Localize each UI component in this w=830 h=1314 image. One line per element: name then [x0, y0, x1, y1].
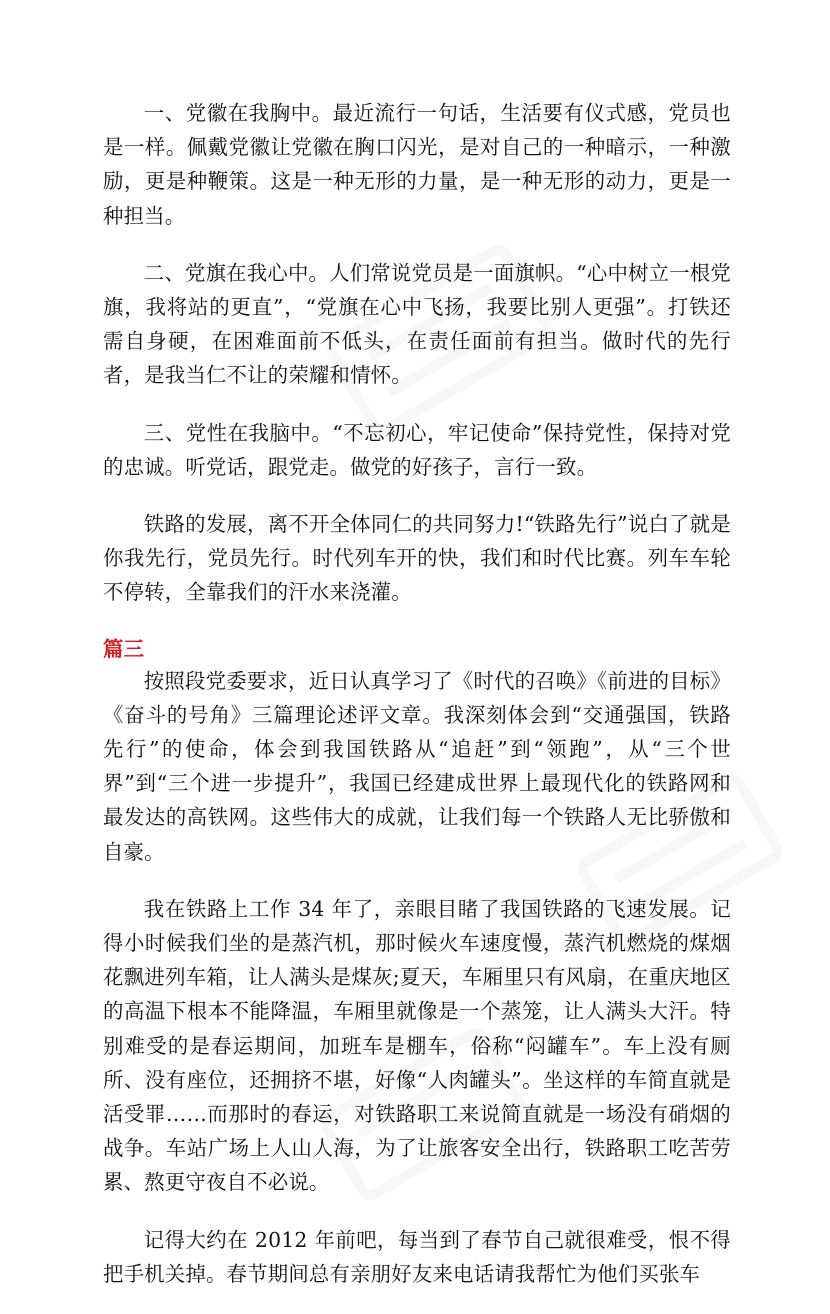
paragraph: 按照段党委要求，近日认真学习了《时代的召唤》《前进的目标》《奋斗的号角》三篇理论述评文章。我深刻体会到“交通强国，铁路先行”的使命，体会到我国铁路从“追赶”到“领跑”，从“三个世界”到“三个进一步提升”，我国已经建成世界上最现代化的铁路网和最发达的高铁网。这些伟大的成就，让我们每一个铁路人无比骄傲和自豪。 [103, 668, 731, 864]
paragraph: 二、党旗在我心中。人们常说党员是一面旗帜。“心中树立一根党旗，我将站的更直”，“党旗在心中飞扬，我要比别人更强”。打铁还需自身硬，在困难面前不低头，在责任面前有担当。做时代的先行者，是我当仁不让的荣耀和情怀。 [103, 260, 731, 388]
paragraph: 记得大约在 2012 年前吧，每当到了春节自己就很难受，恨不得把手机关掉。春节期间总有亲朋好友来电话请我帮忙为他们买张车 [103, 1227, 731, 1286]
section-heading: 篇三 [103, 636, 145, 661]
paragraph: 铁路的发展，离不开全体同仁的共同努力!“铁路先行”说白了就是你我先行，党员先行。时代列车开的快，我们和时代比赛。列车车轮不停转，全靠我们的汗水来浇灌。 [103, 512, 731, 605]
paragraph: 三、党性在我脑中。“不忘初心，牢记使命”保持党性，保持对党的忠诚。听党话，跟党走。做党的好孩子，言行一致。 [103, 420, 731, 479]
document-body [103, 96, 731, 1314]
paragraph: 一、党徽在我胸中。最近流行一句话，生活要有仪式感，党员也是一样。佩戴党徽让党徽在胸口闪光，是对自己的一种暗示，一种激励，更是种鞭策。这是一种无形的力量，是一种无形的动力，更是一种担当。 [103, 101, 731, 228]
paragraph: 我在铁路上工作 34 年了，亲眼目睹了我国铁路的飞速发展。记得小时候我们坐的是蒸汽机，那时候火车速度慢，蒸汽机燃烧的煤烟花飘进列车箱，让人满头是煤灰;夏天，车厢里只有风扇，在重庆地区的高温下根本不能降温，车厢里就像是一个蒸笼，让人满头大汗。特别难受的是春运期间，加班车是棚车，俗称“闷罐车”。车上没有厕所、没有座位，还拥挤不堪，好像“人肉罐头”。坐这样的车简直就是活受罪……而那时的春运，对铁路职工来说简直就是一场没有硝烟的战争。车站广场上人山人海，为了让旅客安全出行，铁路职工吃苦劳累、熬更守夜自不必说。 [103, 896, 731, 1195]
